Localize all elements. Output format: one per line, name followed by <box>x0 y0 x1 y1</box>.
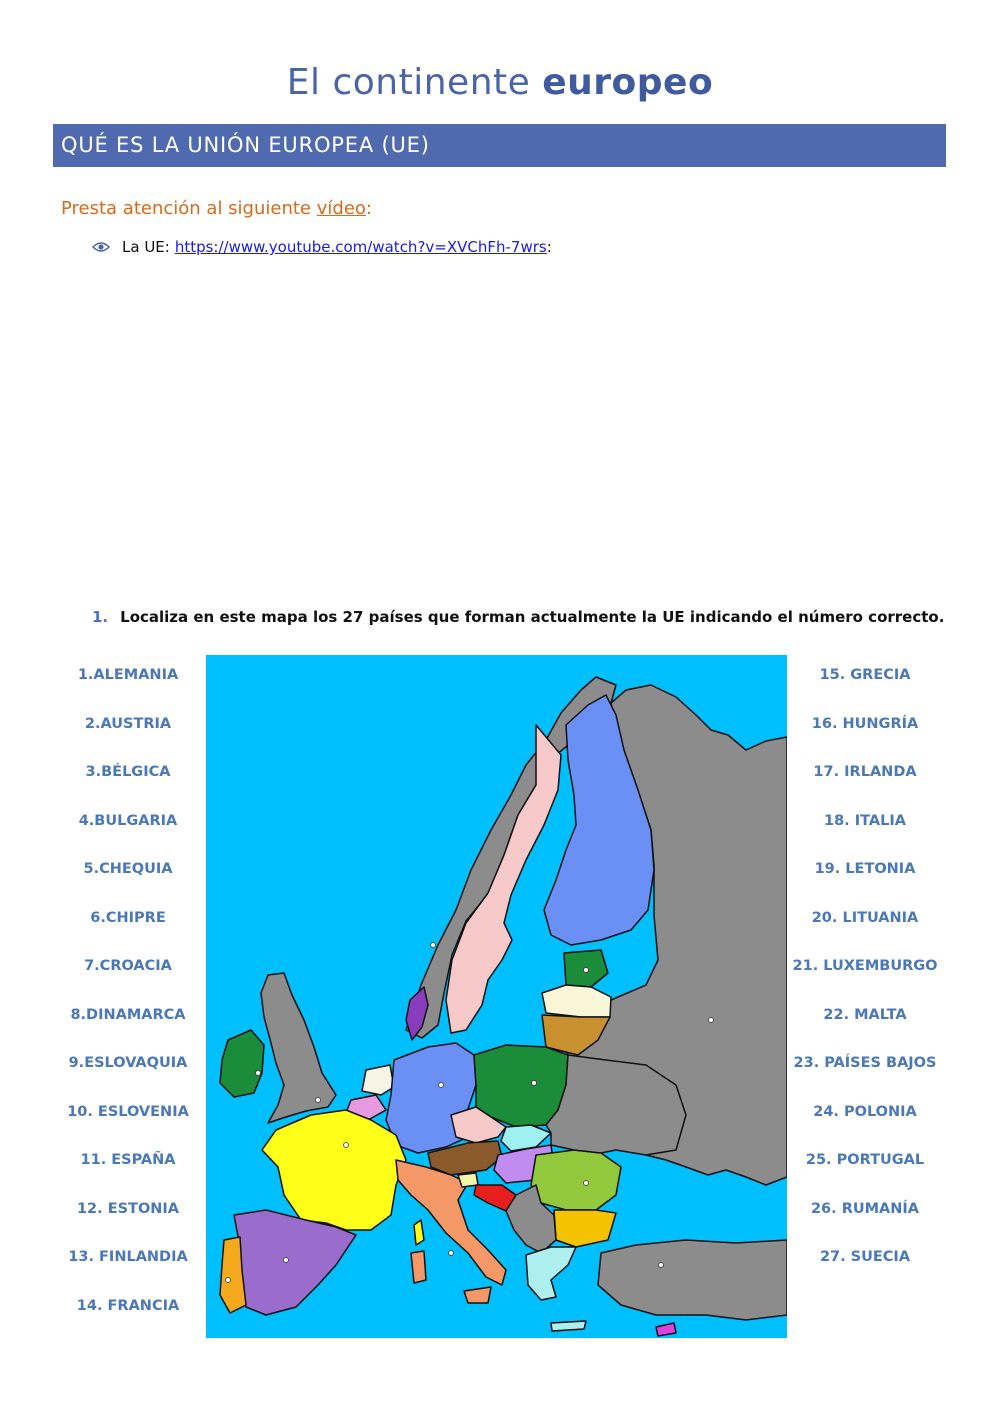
exercise-question <box>92 608 944 626</box>
intro-text <box>61 198 372 219</box>
romania <box>531 1150 621 1210</box>
country-list-item: 26. RUMANÍA <box>810 1200 920 1217</box>
country-list-item: 21. LUXEMBURGO <box>792 958 938 974</box>
country-list-item: 3.BÉLGICA <box>85 764 171 780</box>
link-label: La UE: <box>122 238 170 256</box>
country-list-item: 6.CHIPRE <box>90 909 166 926</box>
country-list-item: 25. PORTUGAL <box>805 1152 925 1168</box>
page-title <box>0 62 1000 103</box>
capital-dot <box>316 1098 321 1103</box>
country-list-item: 2.AUSTRIA <box>84 715 172 732</box>
country-list-item: 11. ESPAÑA <box>80 1152 176 1168</box>
country-list-item: 19. LETONIA <box>814 861 916 877</box>
country-list-item: 7.CROACIA <box>84 958 172 974</box>
country-list-item: 18. ITALIA <box>824 812 906 829</box>
country-list-item: 17. IRLANDA <box>813 764 917 780</box>
intro-prefix: Presta atención al siguiente <box>61 198 311 219</box>
country-list-item: 4.BULGARIA <box>78 812 178 829</box>
netherlands <box>362 1065 394 1095</box>
intro-suffix: : <box>365 198 372 219</box>
europe-map <box>206 655 787 1338</box>
country-list-item: 27. SUECIA <box>819 1249 911 1265</box>
capital-dot <box>344 1143 349 1148</box>
title-bold: europeo <box>542 62 714 103</box>
section-banner: QUÉ ES LA UNIÓN EUROPEA (UE) <box>53 124 946 167</box>
intro-video-word: vídeo <box>316 198 366 219</box>
capital-dot <box>584 968 589 973</box>
country-list-item: 8.DINAMARCA <box>70 1006 186 1023</box>
capital-dot <box>532 1081 537 1086</box>
link-suffix: : <box>546 238 552 256</box>
capital-dot <box>709 1018 714 1023</box>
capital-dot <box>256 1071 261 1076</box>
slovenia <box>458 1173 478 1187</box>
country-list-item: 9.ESLOVAQUIA <box>68 1055 188 1071</box>
capital-dot <box>431 943 436 948</box>
crete <box>551 1321 586 1331</box>
country-list-item: 14. FRANCIA <box>76 1297 180 1314</box>
country-list-item: 1.ALEMANIA <box>77 667 179 683</box>
country-list-item: 24. POLONIA <box>813 1103 917 1120</box>
question-number: 1. <box>92 608 109 626</box>
sardinia <box>411 1251 426 1283</box>
capital-dot <box>449 1251 454 1256</box>
country-list-item: 15. GRECIA <box>819 667 911 683</box>
country-list-item: 13. FINLANDIA <box>68 1249 188 1265</box>
title-plain: El continente <box>286 62 531 103</box>
country-list-item: 23. PAÍSES BAJOS <box>793 1055 937 1071</box>
country-list-item: 22. MALTA <box>823 1006 907 1023</box>
question-text: Localiza en este mapa los 27 países que forman actualmente la UE indicando el número correcto. <box>120 608 945 626</box>
capital-dot <box>226 1278 231 1283</box>
country-list-item: 5.CHEQUIA <box>83 861 173 877</box>
youtube-link[interactable]: https://www.youtube.com/watch?v=XVChFh-7wrs <box>174 238 547 256</box>
country-list-item: 12. ESTONIA <box>76 1200 180 1217</box>
country-list-item: 20. LITUANIA <box>811 909 919 926</box>
country-list-item: 10. ESLOVENIA <box>67 1103 189 1120</box>
capital-dot <box>659 1263 664 1268</box>
eye-icon <box>92 241 110 253</box>
video-link-item <box>92 238 552 256</box>
countries-list-right <box>790 660 940 1291</box>
country-list-item: 16. HUNGRÍA <box>811 715 919 732</box>
countries-list-left <box>53 660 203 1339</box>
capital-dot <box>439 1083 444 1088</box>
capital-dot <box>584 1181 589 1186</box>
capital-dot <box>284 1258 289 1263</box>
